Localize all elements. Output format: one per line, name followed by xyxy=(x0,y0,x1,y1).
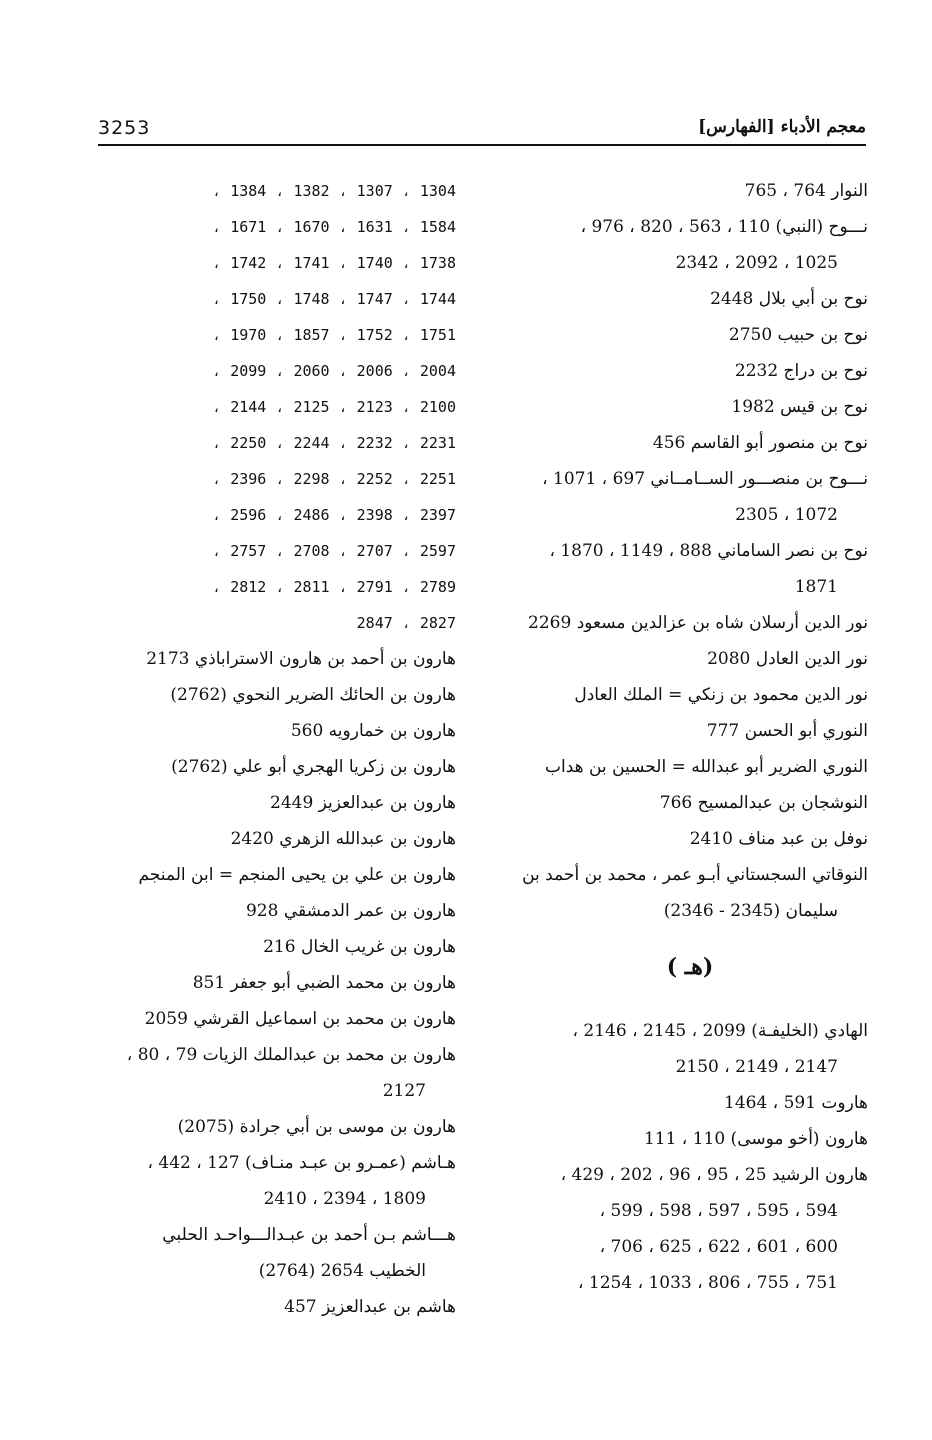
index-entry: هاشم بن عبدالعزيز 457 xyxy=(284,1297,456,1317)
index-entry: 2127 xyxy=(382,1081,426,1101)
index-entry: هارون بن خمارويه 560 xyxy=(290,721,456,741)
index-entry: نوح بن نصر الساماني 888 ، 1149 ، 1870 ، xyxy=(549,541,868,561)
page-number-line: 2231 ، 2232 ، 2244 ، 2250 ، xyxy=(212,434,456,452)
page-number-line: 2100 ، 2123 ، 2125 ، 2144 ، xyxy=(212,398,456,416)
index-entry: 2147 ، 2149 ، 2150 xyxy=(675,1057,838,1077)
index-entry: نوح بن دراج 2232 xyxy=(734,361,868,381)
page-number-line: 1738 ، 1740 ، 1741 ، 1742 ، xyxy=(212,254,456,272)
index-entry: هـــاشم بـن أحمد بن عبـدالـــواحـد الحلبي xyxy=(162,1225,456,1245)
index-entry: سليمان (2345 - 2346) xyxy=(663,901,838,921)
index-entry: 594 ، 595 ، 597 ، 598 ، 599 ، xyxy=(599,1201,838,1221)
page-number: 3253 xyxy=(98,117,151,139)
index-entry: هارون بن محمد بن اسماعيل القرشي 2059 xyxy=(144,1009,456,1029)
index-entry: الخطيب 2654 (2764) xyxy=(258,1261,426,1281)
index-entry: النوري أبو الحسن 777 xyxy=(706,721,868,741)
index-entry: 600 ، 601 ، 622 ، 625 ، 706 ، xyxy=(599,1237,838,1257)
page-number-line: 2251 ، 2252 ، 2298 ، 2396 ، xyxy=(212,470,456,488)
page-number-line: 1751 ، 1752 ، 1857 ، 1970 ، xyxy=(212,326,456,344)
header-rule xyxy=(98,144,866,146)
index-entry: هارون بن موسى بن أبي جرادة (2075) xyxy=(177,1117,456,1137)
index-entry: 1809 ، 2394 ، 2410 xyxy=(263,1189,426,1209)
index-entry: 1025 ، 2092 ، 2342 xyxy=(675,253,838,273)
index-entry: هارون بن عبدالعزيز 2449 xyxy=(270,793,456,813)
page-number-line: 1304 ، 1307 ، 1382 ، 1384 ، xyxy=(212,182,456,200)
index-entry: هارون بن أحمد بن هارون الاستراباذي 2173 xyxy=(146,649,456,669)
page-number-line: 1584 ، 1631 ، 1670 ، 1671 ، xyxy=(212,218,456,236)
index-entry: نوح بن حبيب 2750 xyxy=(728,325,868,345)
index-entry: هـاشم (عمـرو بن عبـد منـاف) 127 ، 442 ، xyxy=(147,1153,456,1173)
page-number-line: 2789 ، 2791 ، 2811 ، 2812 ، xyxy=(212,578,456,596)
index-entry: هارون بن غريب الخال 216 xyxy=(263,937,456,957)
page-header xyxy=(98,117,866,145)
page-number-line: 2004 ، 2006 ، 2060 ، 2099 ، xyxy=(212,362,456,380)
index-entry: نور الدين أرسلان شاه بن عزالدين مسعود 2269 xyxy=(528,613,868,633)
index-column-left xyxy=(96,173,456,1325)
right-entries-bottom xyxy=(512,1013,868,1301)
index-entry: هارون بن عبدالله الزهري 2420 xyxy=(230,829,456,849)
index-entry: هارون بن زكريا الهجري أبو علي (2762) xyxy=(171,757,456,777)
section-heading-ha: (هـ ) xyxy=(666,954,714,980)
right-entries-top xyxy=(512,173,868,929)
index-entry: 1871 xyxy=(794,577,838,597)
page-number-line: 2397 ، 2398 ، 2486 ، 2596 ، xyxy=(212,506,456,524)
page-number-line: 2597 ، 2707 ، 2708 ، 2757 ، xyxy=(212,542,456,560)
index-entry: النوقاتي السجستاني أبـو عمر ، محمد بن أحمد بن xyxy=(522,865,868,885)
index-entry: النوشجان بن عبدالمسيح 766 xyxy=(659,793,868,813)
index-column-right xyxy=(512,173,868,1301)
index-entry: هارون بن عمر الدمشقي 928 xyxy=(245,901,456,921)
index-entry: هاروت 591 ، 1464 xyxy=(724,1093,868,1113)
index-entry: نوح بن أبي بلال 2448 xyxy=(710,289,868,309)
index-entry: هارون بن الحائك الضرير النحوي (2762) xyxy=(170,685,456,705)
index-entry: نوح بن منصور أبو القاسم 456 xyxy=(652,433,868,453)
index-entry: نور الدين العادل 2080 xyxy=(707,649,868,669)
index-entry: الهادي (الخليفـة) 2099 ، 2145 ، 2146 ، xyxy=(572,1021,868,1041)
index-entry: هارون الرشيد 25 ، 95 ، 96 ، 202 ، 429 ، xyxy=(560,1165,868,1185)
left-entries xyxy=(96,641,456,1325)
left-number-continuation xyxy=(96,173,456,641)
index-entry: النوري الضرير أبو عبدالله = الحسين بن هداب xyxy=(544,757,868,777)
index-entry: النوار 764 ، 765 xyxy=(744,181,868,201)
index-entry: نـــوح (النبي) 110 ، 563 ، 820 ، 976 ، xyxy=(580,217,868,237)
page-number-line: 2827 ، 2847 xyxy=(356,614,456,632)
index-entry: نـــوح بن منصـــور الســامــاني 697 ، 1071 ، xyxy=(542,469,868,489)
index-entry: هارون بن علي بن يحيى المنجم = ابن المنجم xyxy=(138,865,456,885)
index-entry: نور الدين محمود بن زنكي = الملك العادل xyxy=(574,685,868,705)
index-entry: هارون (أخو موسى) 110 ، 111 xyxy=(643,1129,868,1149)
index-entry: نوفل بن عبد مناف 2410 xyxy=(689,829,868,849)
page-number-line: 1744 ، 1747 ، 1748 ، 1750 ، xyxy=(212,290,456,308)
index-entry: 751 ، 755 ، 806 ، 1033 ، 1254 ، xyxy=(578,1273,838,1293)
index-entry: نوح بن قيس 1982 xyxy=(731,397,868,417)
index-entry: هارون بن محمد الضبي أبو جعفر 851 xyxy=(192,973,456,993)
running-title: معجم الأدباء [الفهارس] xyxy=(698,117,866,137)
index-entry: هارون بن محمد بن عبدالملك الزيات 79 ، 80 ، xyxy=(126,1045,456,1065)
index-entry: 1072 ، 2305 xyxy=(735,505,838,525)
